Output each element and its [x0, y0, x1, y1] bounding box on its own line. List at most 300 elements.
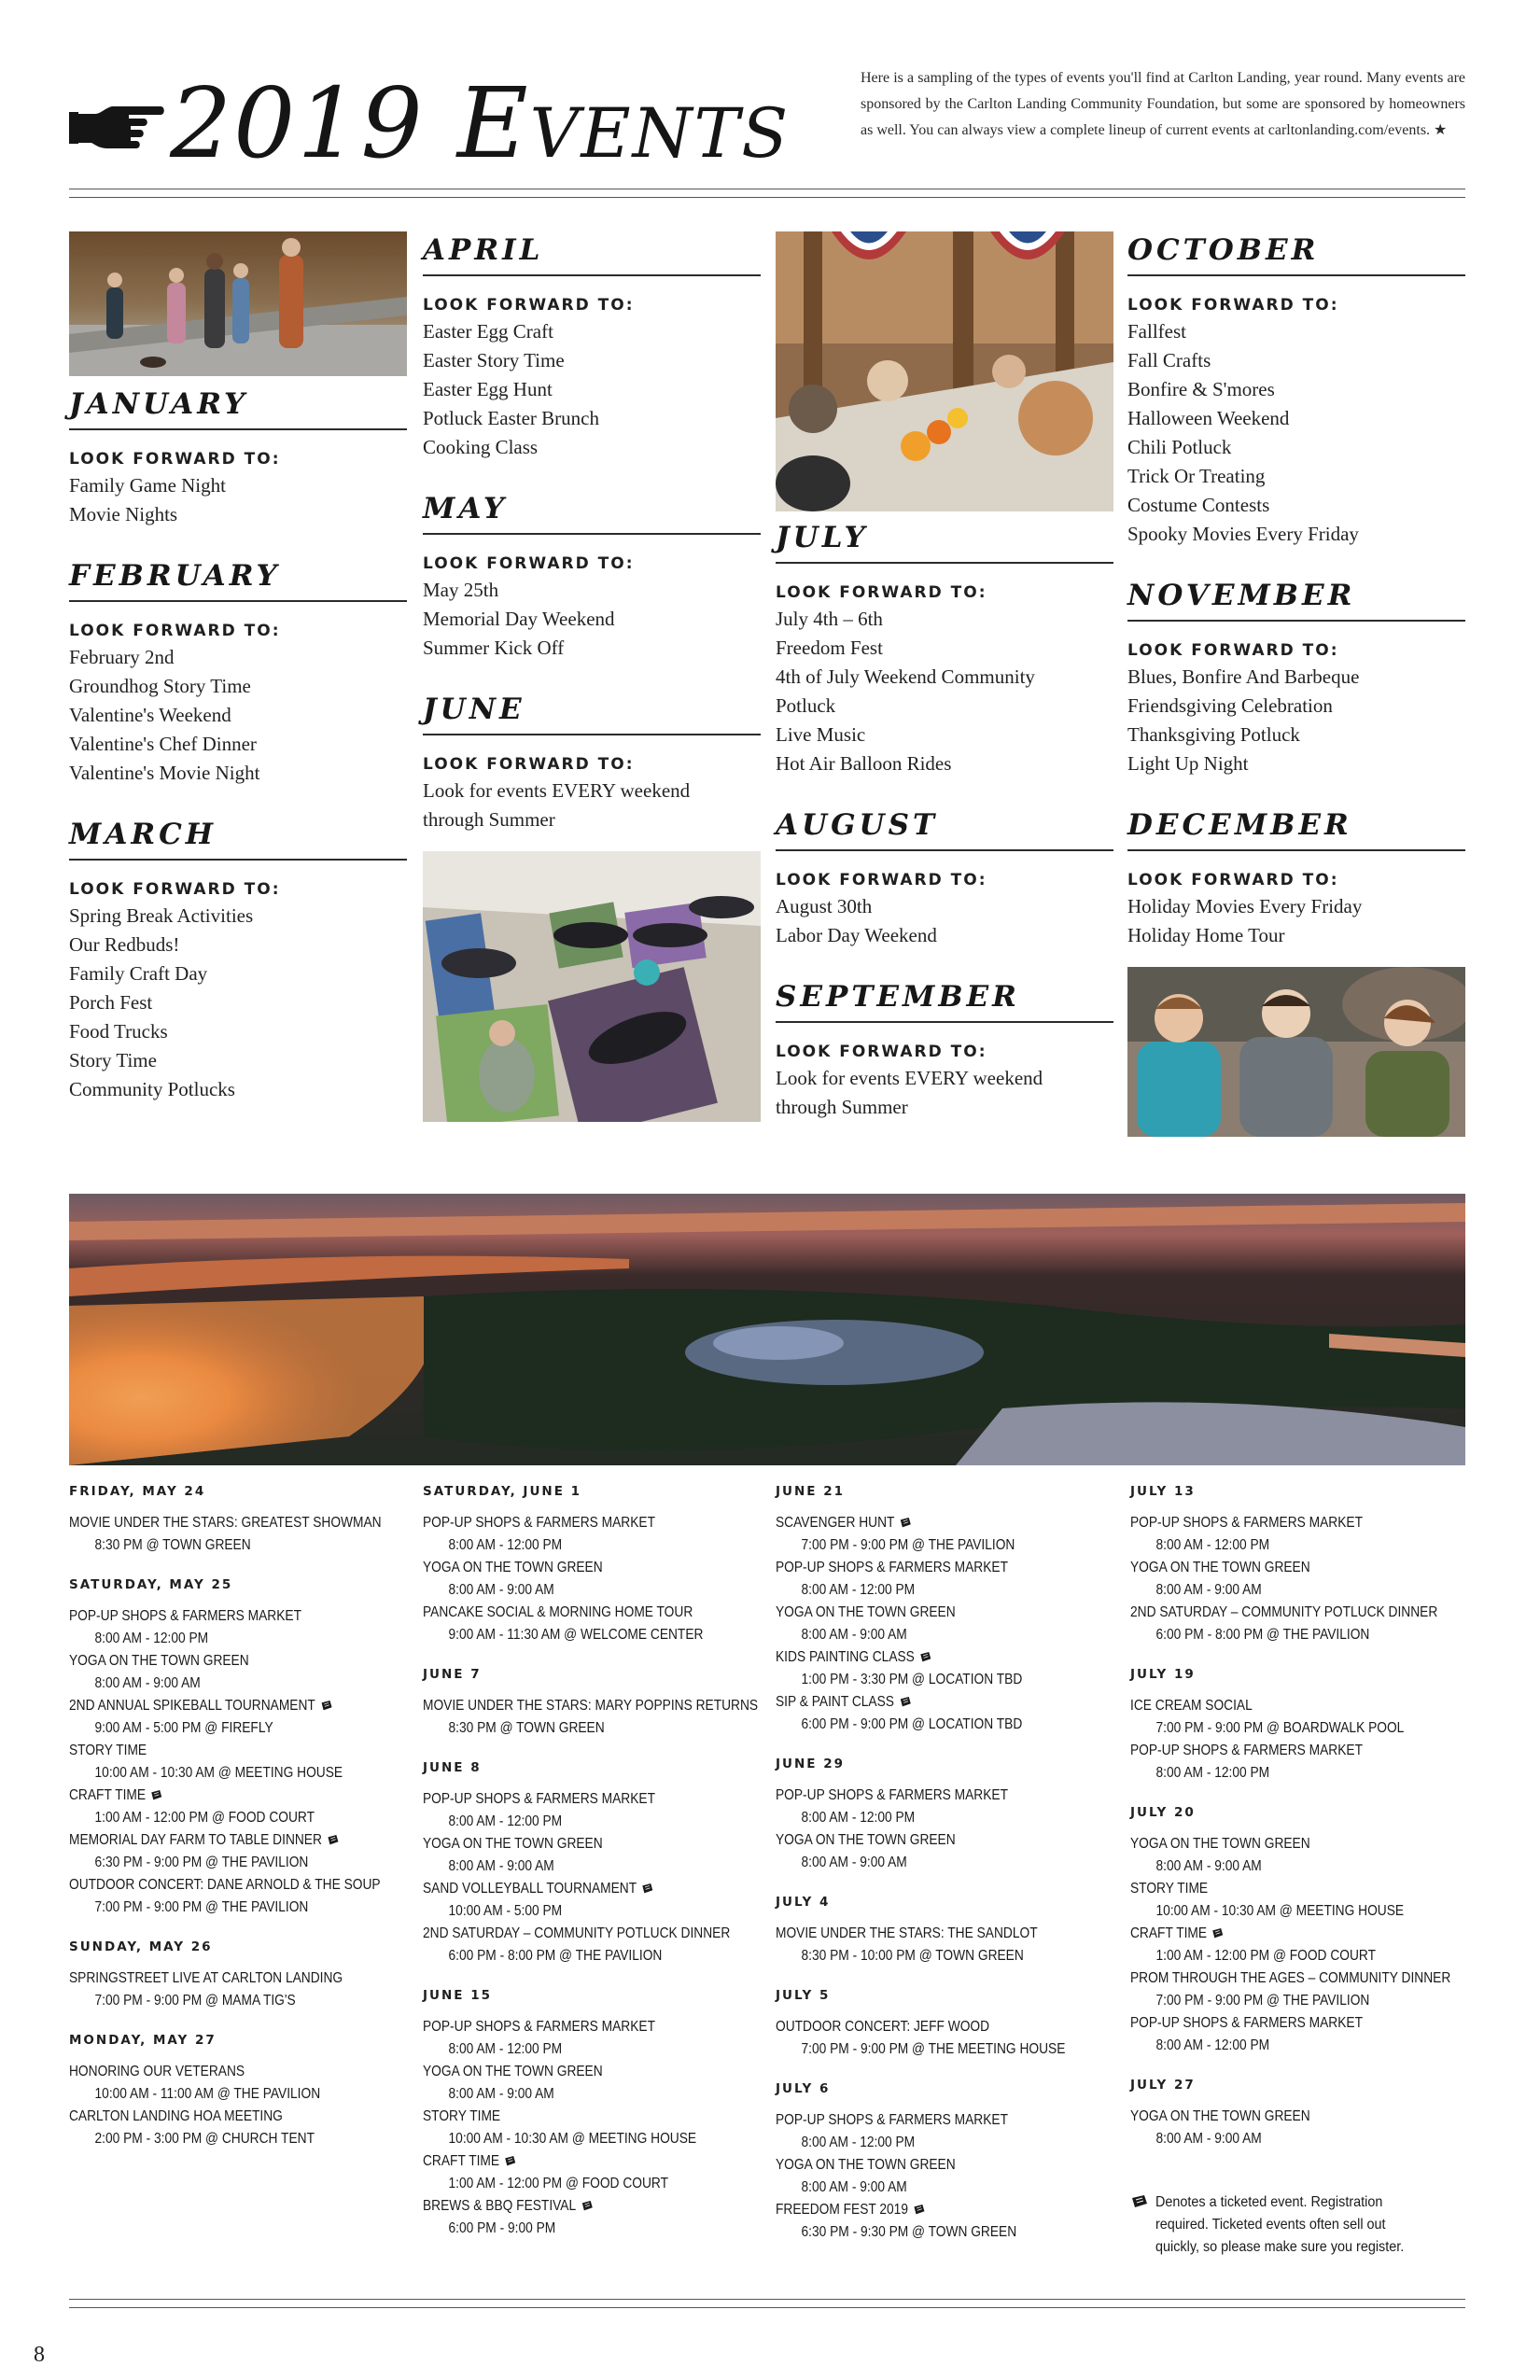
schedule-event — [776, 1785, 1072, 1807]
schedule-column-3 — [776, 1482, 1121, 2262]
event-time: 6:00 PM - 8:00 PM @ THE PAVILION — [448, 1948, 663, 1964]
schedule-event — [1130, 1695, 1427, 1717]
list-item: Food Trucks — [69, 1020, 168, 1043]
month-items — [423, 777, 761, 834]
event-time: 8:30 PM - 10:00 PM @ TOWN GREEN — [801, 1948, 1024, 1964]
month-items — [1127, 663, 1465, 778]
event-time: 8:00 AM - 12:00 PM — [1155, 1537, 1270, 1553]
schedule-event — [776, 1923, 1072, 1945]
page-title: 2019 Events — [170, 66, 791, 180]
list-item: Valentine's Weekend — [69, 704, 231, 726]
look-forward-label: LOOK FORWARD TO: — [776, 1043, 987, 1061]
list-item: Halloween Weekend — [1127, 407, 1290, 429]
schedule-event — [1130, 1967, 1451, 1990]
look-forward-label: LOOK FORWARD TO: — [776, 871, 987, 889]
schedule-day — [776, 1755, 1121, 1874]
schedule-day — [1130, 2076, 1476, 2150]
event-name: STORY TIME — [423, 2108, 501, 2124]
ticket-icon — [320, 1696, 333, 1707]
schedule-date: FRIDAY, MAY 24 — [69, 1484, 206, 1499]
intro-text: Here is a sampling of the types of events you'll find at Carlton Landing, year round. Many events are sponsored by the Carlton Landing Community Foundation, but some are sponsored by homeowners as well. You can always view a complete lineup of current events at carltonlanding.com/events. ★ — [861, 70, 1465, 138]
list-item: Family Craft Day — [69, 962, 208, 985]
schedule-event — [1130, 1512, 1427, 1534]
list-item: Potluck Easter Brunch — [423, 407, 599, 429]
event-time: 7:00 PM - 9:00 PM @ MAMA TIG'S — [94, 1993, 296, 2009]
event-time: 8:00 AM - 9:00 AM — [1155, 1582, 1262, 1598]
month-items — [776, 892, 1113, 950]
column-3 — [776, 231, 1113, 1150]
event-time: 8:00 AM - 9:00 AM — [448, 1858, 554, 1874]
event-time: 1:00 PM - 3:30 PM @ LOCATION TBD — [801, 1672, 1023, 1687]
event-name: POP-UP SHOPS & FARMERS MARKET — [423, 1791, 656, 1807]
event-name: POP-UP SHOPS & FARMERS MARKET — [1130, 1743, 1364, 1758]
list-item: Bonfire & S'mores — [1127, 378, 1275, 400]
list-item: Valentine's Movie Night — [69, 762, 260, 784]
schedule-event — [1130, 1740, 1427, 1762]
legend-text: Denotes a ticketed event. Registration required. Ticketed events often sell out quickly, so please make sure you register. — [1155, 2194, 1405, 2255]
list-item: Live Music — [776, 723, 866, 746]
schedule-event — [423, 1833, 720, 1855]
schedule-day — [423, 1482, 768, 1646]
schedule-event — [69, 1785, 366, 1807]
list-item: Easter Egg Hunt — [423, 378, 553, 400]
schedule-day — [776, 1893, 1121, 1967]
schedule-event — [69, 1650, 366, 1673]
look-forward-label: LOOK FORWARD TO: — [1127, 641, 1339, 660]
event-time: 8:00 AM - 9:00 AM — [1155, 1858, 1262, 1874]
ticket-icon — [919, 1647, 932, 1659]
event-name: FREEDOM FEST 2019 — [776, 2202, 908, 2218]
schedule-day — [1130, 1665, 1476, 1785]
event-time: 8:00 AM - 12:00 PM — [801, 1810, 916, 1826]
schedule-column-2 — [423, 1482, 768, 2259]
schedule-date: JUNE 15 — [423, 1988, 492, 2003]
ticket-legend — [1130, 2191, 1466, 2259]
ticket-icon — [150, 1785, 163, 1797]
event-time: 8:00 AM - 9:00 AM — [801, 1627, 907, 1643]
event-name: SAND VOLLEYBALL TOURNAMENT — [423, 1881, 637, 1897]
pointing-hand-icon — [69, 93, 166, 153]
schedule-event — [69, 1967, 366, 1990]
month-february — [69, 557, 407, 788]
event-name: OUTDOOR CONCERT: JEFF WOOD — [776, 2019, 990, 2035]
schedule-date: SUNDAY, MAY 26 — [69, 1939, 213, 1954]
event-name: STORY TIME — [69, 1743, 147, 1758]
list-item: Holiday Home Tour — [1127, 924, 1285, 946]
schedule-date: JULY 4 — [776, 1895, 831, 1910]
event-name: ICE CREAM SOCIAL — [1130, 1698, 1253, 1714]
event-name: CRAFT TIME — [423, 2153, 500, 2169]
schedule-event — [69, 1605, 366, 1628]
schedule-day — [69, 1938, 414, 2012]
schedule-event — [1130, 1602, 1438, 1624]
event-name: YOGA ON THE TOWN GREEN — [776, 2157, 956, 2173]
schedule-event — [423, 2195, 720, 2218]
schedule-event — [69, 2061, 366, 2083]
schedule-event — [776, 1557, 1072, 1579]
event-time: 8:00 AM - 12:00 PM — [448, 1813, 563, 1829]
event-name: BREWS & BBQ FESTIVAL — [423, 2198, 577, 2214]
ticket-icon — [641, 1879, 654, 1890]
schedule-day — [423, 1665, 768, 1740]
month-title: MARCH — [69, 816, 407, 861]
event-name: KIDS PAINTING CLASS — [776, 1649, 915, 1665]
schedule-event — [423, 1695, 759, 1717]
event-time: 8:00 AM - 9:00 AM — [1155, 2131, 1262, 2147]
event-name: HONORING OUR VETERANS — [69, 2064, 245, 2079]
schedule-column-1 — [69, 1482, 414, 2169]
month-items — [1127, 892, 1465, 950]
event-time: 8:00 AM - 12:00 PM — [94, 1631, 209, 1646]
schedule-date: JULY 6 — [776, 2081, 831, 2096]
event-time: 8:00 AM - 12:00 PM — [448, 2041, 563, 2057]
schedule-date: JUNE 29 — [776, 1757, 845, 1771]
month-items — [69, 902, 407, 1104]
list-item: Story Time — [69, 1049, 157, 1071]
schedule-event — [776, 2016, 1072, 2038]
schedule-date: JULY 27 — [1130, 2078, 1196, 2093]
schedule-date: JULY 19 — [1130, 1667, 1196, 1682]
event-name: POP-UP SHOPS & FARMERS MARKET — [423, 1515, 656, 1531]
schedule-day — [423, 1986, 768, 2240]
list-item: Valentine's Chef Dinner — [69, 733, 257, 755]
list-item: Potluck — [776, 694, 836, 717]
month-title: NOVEMBER — [1127, 577, 1465, 622]
event-name: POP-UP SHOPS & FARMERS MARKET — [776, 2112, 1009, 2128]
event-name: CARLTON LANDING HOA MEETING — [69, 2108, 283, 2124]
july-dinner-photo — [776, 231, 1113, 511]
list-item: Cooking Class — [423, 436, 539, 458]
event-name: OUTDOOR CONCERT: DANE ARNOLD & THE SOUP — [69, 1877, 381, 1893]
event-name: MOVIE UNDER THE STARS: GREATEST SHOWMAN — [69, 1515, 382, 1531]
schedule-day — [1130, 1803, 1476, 2057]
schedule-date: SATURDAY, JUNE 1 — [423, 1484, 582, 1499]
event-name: CRAFT TIME — [1130, 1925, 1208, 1941]
look-forward-label: LOOK FORWARD TO: — [69, 450, 281, 469]
list-item: Spring Break Activities — [69, 904, 254, 927]
list-item: July 4th – 6th — [776, 608, 883, 630]
event-time: 8:00 AM - 12:00 PM — [448, 1537, 563, 1553]
event-time: 7:00 PM - 9:00 PM @ THE PAVILION — [801, 1537, 1015, 1553]
list-item: August 30th — [776, 895, 873, 917]
header-divider — [69, 197, 1465, 198]
month-title: APRIL — [423, 231, 761, 276]
event-time: 8:00 AM - 12:00 PM — [801, 2135, 916, 2150]
schedule-event — [776, 1602, 1072, 1624]
list-item: Costume Contests — [1127, 494, 1270, 516]
event-time: 8:30 PM @ TOWN GREEN — [448, 1720, 605, 1736]
event-time: 7:00 PM - 9:00 PM @ THE PAVILION — [94, 1899, 309, 1915]
list-item: Trick Or Treating — [1127, 465, 1266, 487]
schedule-event — [423, 2061, 720, 2083]
aerial-sunset-photo — [69, 1194, 1465, 1465]
event-time: 9:00 AM - 11:30 AM @ WELCOME CENTER — [448, 1627, 704, 1643]
event-name: 2ND SATURDAY – COMMUNITY POTLUCK DINNER — [423, 1925, 731, 1941]
schedule-day — [776, 2079, 1121, 2244]
event-name: POP-UP SHOPS & FARMERS MARKET — [776, 1560, 1009, 1575]
schedule-day — [69, 2031, 414, 2150]
list-item: Thanksgiving Potluck — [1127, 723, 1300, 746]
ticket-icon — [913, 2200, 926, 2211]
event-name: MOVIE UNDER THE STARS: MARY POPPINS RETURNS — [423, 1698, 759, 1714]
look-forward-label: LOOK FORWARD TO: — [1127, 871, 1339, 889]
schedule-event — [423, 2106, 720, 2128]
month-january — [69, 385, 407, 529]
list-item: Easter Egg Craft — [423, 320, 553, 343]
list-item: Easter Story Time — [423, 349, 565, 371]
event-time: 7:00 PM - 9:00 PM @ BOARDWALK POOL — [1155, 1720, 1405, 1736]
schedule-event — [69, 1874, 381, 1897]
look-forward-label: LOOK FORWARD TO: — [423, 755, 635, 774]
schedule-event — [423, 2016, 720, 2038]
month-june — [423, 691, 761, 834]
schedule-date: JULY 20 — [1130, 1805, 1196, 1820]
event-time: 10:00 AM - 10:30 AM @ MEETING HOUSE — [94, 1765, 343, 1781]
list-item: Movie Nights — [69, 503, 178, 525]
event-time: 8:00 AM - 9:00 AM — [801, 2179, 907, 2195]
schedule-date: JUNE 21 — [776, 1484, 845, 1499]
event-time: 6:00 PM - 9:00 PM @ LOCATION TBD — [801, 1716, 1023, 1732]
schedule-day — [1130, 1482, 1476, 1646]
list-item: Hot Air Balloon Rides — [776, 752, 952, 775]
month-items — [69, 643, 407, 788]
event-name: YOGA ON THE TOWN GREEN — [776, 1604, 956, 1620]
event-name: 2ND SATURDAY – COMMUNITY POTLUCK DINNER — [1130, 1604, 1438, 1620]
event-name: YOGA ON THE TOWN GREEN — [69, 1653, 249, 1669]
month-november — [1127, 577, 1465, 778]
schedule-event — [776, 1646, 1072, 1669]
event-name: YOGA ON THE TOWN GREEN — [423, 1836, 603, 1852]
ticket-icon — [899, 1692, 912, 1703]
event-time: 8:00 AM - 12:00 PM — [801, 1582, 916, 1598]
list-item: Fallfest — [1127, 320, 1186, 343]
month-july — [776, 519, 1113, 778]
look-forward-label: LOOK FORWARD TO: — [69, 880, 281, 899]
month-title: JANUARY — [69, 385, 407, 430]
event-time: 8:00 AM - 12:00 PM — [1155, 1765, 1270, 1781]
schedule-event — [1130, 1557, 1427, 1579]
event-name: CRAFT TIME — [69, 1787, 147, 1803]
month-items — [423, 576, 761, 663]
schedule-date: JUNE 7 — [423, 1667, 482, 1682]
month-title: JUNE — [423, 691, 761, 735]
event-name: YOGA ON THE TOWN GREEN — [1130, 1836, 1310, 1852]
event-name: POP-UP SHOPS & FARMERS MARKET — [1130, 1515, 1364, 1531]
schedule-event — [423, 1923, 731, 1945]
schedule-event — [423, 1878, 720, 1900]
list-item: Blues, Bonfire And Barbeque — [1127, 665, 1360, 688]
schedule-event — [423, 1512, 720, 1534]
event-time: 2:00 PM - 3:00 PM @ CHURCH TENT — [94, 2131, 315, 2147]
schedule-event — [69, 2106, 366, 2128]
footer-divider — [69, 2307, 1465, 2308]
month-september — [776, 978, 1113, 1122]
event-time: 9:00 AM - 5:00 PM @ FIREFLY — [94, 1720, 273, 1736]
event-time: 1:00 AM - 12:00 PM @ FOOD COURT — [94, 1810, 315, 1826]
event-time: 10:00 AM - 5:00 PM — [448, 1903, 563, 1919]
column-1 — [69, 231, 407, 1132]
list-item: Our Redbuds! — [69, 933, 180, 956]
schedule-day — [423, 1758, 768, 1967]
list-item: Labor Day Weekend — [776, 924, 937, 946]
schedule-day — [776, 1986, 1121, 2061]
event-time: 10:00 AM - 11:00 AM @ THE PAVILION — [94, 2086, 321, 2102]
month-title: DECEMBER — [1127, 806, 1465, 851]
list-item: Holiday Movies Every Friday — [1127, 895, 1363, 917]
schedule-event — [776, 2199, 1072, 2221]
list-item: through Summer — [423, 808, 555, 831]
event-name: POP-UP SHOPS & FARMERS MARKET — [1130, 2015, 1364, 2031]
list-item: 4th of July Weekend Community — [776, 665, 1035, 688]
ticket-icon — [581, 2196, 594, 2207]
column-2 — [423, 231, 761, 1122]
month-title: SEPTEMBER — [776, 978, 1113, 1023]
schedule-event — [69, 1512, 382, 1534]
event-time: 6:00 PM - 8:00 PM @ THE PAVILION — [1155, 1627, 1370, 1643]
event-time: 10:00 AM - 10:30 AM @ MEETING HOUSE — [448, 2131, 697, 2147]
list-item: Community Potlucks — [69, 1078, 235, 1100]
schedule-event — [1130, 2012, 1427, 2035]
list-item: Fall Crafts — [1127, 349, 1211, 371]
event-name: PANCAKE SOCIAL & MORNING HOME TOUR — [423, 1604, 693, 1620]
kids-photo — [1127, 967, 1465, 1137]
event-time: 8:00 AM - 9:00 AM — [448, 1582, 554, 1598]
schedule-event — [1130, 1923, 1427, 1945]
month-title: AUGUST — [776, 806, 1113, 851]
list-item: Light Up Night — [1127, 752, 1249, 775]
event-time: 8:00 AM - 9:00 AM — [448, 2086, 554, 2102]
schedule-event — [1130, 2106, 1427, 2128]
list-item: February 2nd — [69, 646, 175, 668]
list-item: Chili Potluck — [1127, 436, 1232, 458]
list-item: through Summer — [776, 1096, 908, 1118]
schedule-event — [69, 1740, 366, 1762]
list-item: May 25th — [423, 579, 499, 601]
schedule-column-4 — [1130, 1482, 1476, 2169]
event-name: POP-UP SHOPS & FARMERS MARKET — [776, 1787, 1009, 1803]
schedule-date: MONDAY, MAY 27 — [69, 2033, 217, 2048]
event-time: 6:30 PM - 9:00 PM @ THE PAVILION — [94, 1855, 309, 1870]
month-october — [1127, 231, 1465, 549]
schedule-day — [776, 1482, 1121, 1736]
look-forward-label: LOOK FORWARD TO: — [69, 622, 281, 640]
month-title: OCTOBER — [1127, 231, 1465, 276]
event-name: YOGA ON THE TOWN GREEN — [1130, 1560, 1310, 1575]
month-items — [423, 317, 761, 462]
look-forward-label: LOOK FORWARD TO: — [423, 554, 635, 573]
look-forward-label: LOOK FORWARD TO: — [1127, 296, 1339, 315]
month-may — [423, 490, 761, 663]
ticket-icon — [504, 2151, 517, 2163]
list-item: Look for events EVERY weekend — [423, 779, 691, 802]
event-name: POP-UP SHOPS & FARMERS MARKET — [423, 2019, 656, 2035]
schedule-event — [423, 1602, 720, 1624]
event-name: POP-UP SHOPS & FARMERS MARKET — [69, 1608, 302, 1624]
schedule-day — [69, 1575, 414, 1919]
schedule-event — [423, 1788, 720, 1811]
look-forward-label: LOOK FORWARD TO: — [423, 296, 635, 315]
ticket-icon — [900, 1513, 913, 1524]
event-time: 7:00 PM - 9:00 PM @ THE PAVILION — [1155, 1993, 1370, 2009]
month-title: JULY — [776, 519, 1113, 564]
footer-divider — [69, 2299, 1465, 2300]
event-time: 1:00 AM - 12:00 PM @ FOOD COURT — [1155, 1948, 1376, 1964]
event-name: YOGA ON THE TOWN GREEN — [423, 2064, 603, 2079]
schedule-event — [423, 1557, 720, 1579]
schedule-event — [776, 1512, 1072, 1534]
list-item: Spooky Movies Every Friday — [1127, 523, 1359, 545]
schedule-event — [776, 1829, 1072, 1852]
page-number: 8 — [34, 2343, 45, 2367]
event-name: SIP & PAINT CLASS — [776, 1694, 894, 1710]
schedule-event — [776, 2109, 1072, 2132]
list-item: Look for events EVERY weekend — [776, 1067, 1043, 1089]
event-time: 6:30 PM - 9:30 PM @ TOWN GREEN — [801, 2224, 1017, 2240]
event-time: 8:30 PM @ TOWN GREEN — [94, 1537, 251, 1553]
schedule-date: JULY 13 — [1130, 1484, 1196, 1499]
list-item: Family Game Night — [69, 474, 226, 497]
event-time: 10:00 AM - 10:30 AM @ MEETING HOUSE — [1155, 1903, 1405, 1919]
event-name: STORY TIME — [1130, 1881, 1209, 1897]
event-name: MOVIE UNDER THE STARS: THE SANDLOT — [776, 1925, 1038, 1941]
list-item: Porch Fest — [69, 991, 153, 1014]
event-name: YOGA ON THE TOWN GREEN — [776, 1832, 956, 1848]
column-4 — [1127, 231, 1465, 1137]
family-walk-photo — [69, 231, 407, 376]
schedule-event — [69, 1829, 366, 1852]
event-time: 8:00 AM - 9:00 AM — [801, 1855, 907, 1870]
month-items — [69, 471, 407, 529]
schedule-event — [776, 1691, 1072, 1714]
yoga-class-photo — [423, 851, 761, 1122]
month-title: MAY — [423, 490, 761, 535]
list-item: Memorial Day Weekend — [423, 608, 615, 630]
ticket-icon — [1211, 1924, 1225, 1935]
event-name: MEMORIAL DAY FARM TO TABLE DINNER — [69, 1832, 322, 1848]
month-items — [1127, 317, 1465, 549]
month-april — [423, 231, 761, 462]
event-time: 8:00 AM - 9:00 AM — [94, 1675, 201, 1691]
month-items — [776, 1064, 1113, 1122]
list-item: Groundhog Story Time — [69, 675, 251, 697]
event-name: PROM THROUGH THE AGES – COMMUNITY DINNER — [1130, 1970, 1451, 1986]
schedule-event — [1130, 1878, 1427, 1900]
event-time: 7:00 PM - 9:00 PM @ THE MEETING HOUSE — [801, 2041, 1066, 2057]
schedule-event — [1130, 1833, 1427, 1855]
month-august — [776, 806, 1113, 950]
schedule-date: JUNE 8 — [423, 1760, 482, 1775]
event-time: 6:00 PM - 9:00 PM — [448, 2220, 556, 2236]
ticket-icon — [327, 1830, 340, 1841]
month-items — [776, 605, 1113, 778]
list-item: Friendsgiving Celebration — [1127, 694, 1333, 717]
schedule-date: JULY 5 — [776, 1988, 831, 2003]
event-name: SPRINGSTREET LIVE AT CARLTON LANDING — [69, 1970, 343, 1986]
look-forward-label: LOOK FORWARD TO: — [776, 583, 987, 602]
list-item: Freedom Fest — [776, 637, 883, 659]
schedule-event — [776, 2154, 1072, 2177]
month-title: FEBRUARY — [69, 557, 407, 602]
schedule-day — [69, 1482, 414, 1557]
event-time: 1:00 AM - 12:00 PM @ FOOD COURT — [448, 2176, 668, 2191]
event-name: 2ND ANNUAL SPIKEBALL TOURNAMENT — [69, 1698, 315, 1714]
month-december — [1127, 806, 1465, 950]
list-item: Summer Kick Off — [423, 637, 565, 659]
schedule-event — [69, 1695, 366, 1717]
event-name: YOGA ON THE TOWN GREEN — [1130, 2108, 1310, 2124]
event-name: SCAVENGER HUNT — [776, 1515, 895, 1531]
event-time: 8:00 AM - 12:00 PM — [1155, 2037, 1270, 2053]
